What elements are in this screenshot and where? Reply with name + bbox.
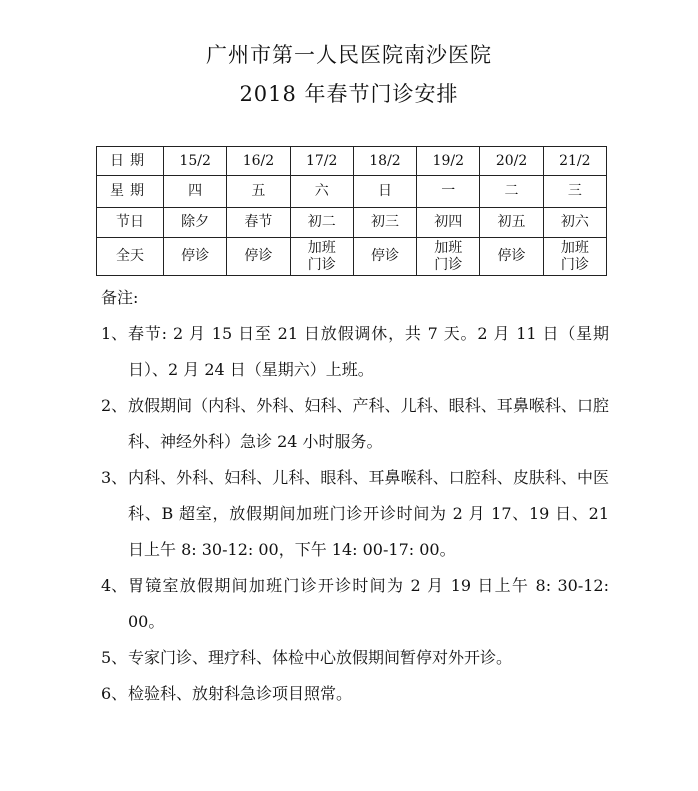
schedule-cell-line: 门诊 bbox=[307, 256, 336, 273]
schedule-cell-line: 加班 bbox=[434, 239, 463, 256]
schedule-cell: 三 bbox=[543, 176, 606, 208]
remark-text: 放假期间（内科、外科、妇科、产科、儿科、眼科、耳鼻喉科、口腔科、神经外科）急诊 24 小时服务。 bbox=[128, 396, 609, 451]
remark-number: 4、 bbox=[101, 576, 128, 595]
schedule-cell: 五 bbox=[227, 176, 290, 208]
row-header: 日期 bbox=[97, 147, 164, 176]
remark-item bbox=[101, 460, 609, 568]
schedule-cell-line: 加班 bbox=[307, 239, 336, 256]
remark-text: 专家门诊、理疗科、体检中心放假期间暂停对外开诊。 bbox=[128, 648, 513, 667]
schedule-cell: 六 bbox=[290, 176, 353, 208]
row-header: 星期 bbox=[97, 176, 164, 208]
remark-number: 2、 bbox=[101, 396, 128, 415]
schedule-cell: 15/2 bbox=[164, 147, 227, 176]
remark-text: 检验科、放射科急诊项目照常。 bbox=[128, 684, 353, 703]
document-subtitle: 2018 年春节门诊安排 bbox=[239, 82, 459, 106]
schedule-row bbox=[97, 208, 607, 238]
schedule-cell bbox=[290, 238, 353, 276]
schedule-cell: 四 bbox=[164, 176, 227, 208]
remark-text: 春节: 2 月 15 日至 21 日放假调休，共 7 天。2 月 11 日（星期日）、2 月 24 日（星期六）上班。 bbox=[128, 324, 609, 379]
schedule-cell-line: 门诊 bbox=[560, 256, 589, 273]
remark-item bbox=[101, 568, 609, 640]
schedule-cell: 17/2 bbox=[290, 147, 353, 176]
schedule-cell: 初五 bbox=[480, 208, 543, 238]
schedule-cell-line: 停诊 bbox=[497, 248, 526, 264]
schedule-row bbox=[97, 238, 607, 276]
schedule-cell: 19/2 bbox=[417, 147, 480, 176]
schedule-cell: 一 bbox=[417, 176, 480, 208]
schedule-cell: 18/2 bbox=[353, 147, 416, 176]
schedule-cell: 春节 bbox=[227, 208, 290, 238]
schedule-cell: 初三 bbox=[353, 208, 416, 238]
schedule-cell bbox=[353, 238, 416, 276]
schedule-table-body bbox=[97, 147, 607, 276]
remark-item bbox=[101, 676, 609, 712]
schedule-cell: 初四 bbox=[417, 208, 480, 238]
remarks-label: 备注: bbox=[101, 288, 139, 307]
remark-text: 胃镜室放假期间加班门诊开诊时间为 2 月 19 日上午 8: 30-12: 00。 bbox=[128, 576, 609, 631]
remark-item bbox=[101, 388, 609, 460]
schedule-cell: 日 bbox=[353, 176, 416, 208]
schedule-cell: 除夕 bbox=[164, 208, 227, 238]
remark-text: 内科、外科、妇科、儿科、眼科、耳鼻喉科、口腔科、皮肤科、中医科、B 超室，放假期间加班门诊开诊时间为 2 月 17、19 日、21 日上午 8: 30-12: 00，下午 14: 00-17: 00。 bbox=[128, 468, 609, 559]
schedule-cell: 20/2 bbox=[480, 147, 543, 176]
schedule-cell bbox=[543, 238, 606, 276]
schedule-cell: 二 bbox=[480, 176, 543, 208]
schedule-cell bbox=[227, 238, 290, 276]
schedule-cell-line: 加班 bbox=[560, 239, 589, 256]
document-title: 广州市第一人民医院南沙医院 bbox=[206, 43, 492, 67]
remark-number: 1、 bbox=[101, 324, 128, 343]
schedule-table bbox=[96, 146, 607, 276]
schedule-row bbox=[97, 176, 607, 208]
schedule-row bbox=[97, 147, 607, 176]
remarks-list bbox=[101, 316, 609, 712]
schedule-cell-line: 停诊 bbox=[181, 248, 210, 264]
schedule-cell: 初二 bbox=[290, 208, 353, 238]
row-header: 全天 bbox=[97, 238, 164, 276]
remark-number: 6、 bbox=[101, 684, 128, 703]
remark-item bbox=[101, 640, 609, 676]
row-header: 节日 bbox=[97, 208, 164, 238]
remark-item bbox=[101, 316, 609, 388]
schedule-cell bbox=[417, 238, 480, 276]
schedule-cell: 21/2 bbox=[543, 147, 606, 176]
remark-number: 3、 bbox=[101, 468, 128, 487]
schedule-cell: 初六 bbox=[543, 208, 606, 238]
schedule-cell bbox=[164, 238, 227, 276]
schedule-cell-line: 停诊 bbox=[244, 248, 273, 264]
schedule-cell-line: 停诊 bbox=[370, 248, 399, 264]
remark-number: 5、 bbox=[101, 648, 128, 667]
schedule-cell-line: 门诊 bbox=[434, 256, 463, 273]
schedule-cell bbox=[480, 238, 543, 276]
schedule-cell: 16/2 bbox=[227, 147, 290, 176]
